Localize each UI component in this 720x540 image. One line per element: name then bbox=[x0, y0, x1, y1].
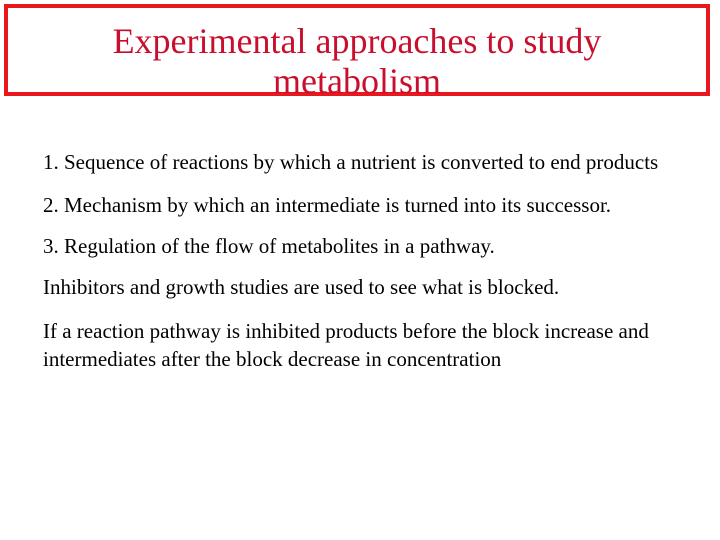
paragraph-4: Inhibitors and growth studies are used to see what is blocked. bbox=[43, 275, 560, 299]
title-box bbox=[4, 4, 710, 101]
paragraph-5: If a reaction pathway is inhibited products before the block increase and intermediates after the block decrease in concentration bbox=[43, 319, 649, 371]
paragraph-1: 1. Sequence of reactions by which a nutrient is converted to end products bbox=[43, 150, 659, 174]
slide-body bbox=[43, 148, 703, 387]
title-line-2: metabolism bbox=[273, 61, 441, 101]
title-line-1: Experimental approaches to study bbox=[112, 21, 602, 61]
paragraph-2: 2. Mechanism by which an intermediate is turned into its successor. bbox=[43, 193, 612, 217]
paragraph-3: 3. Regulation of the flow of metabolites in a pathway. bbox=[43, 234, 495, 258]
slide-title bbox=[8, 8, 706, 101]
